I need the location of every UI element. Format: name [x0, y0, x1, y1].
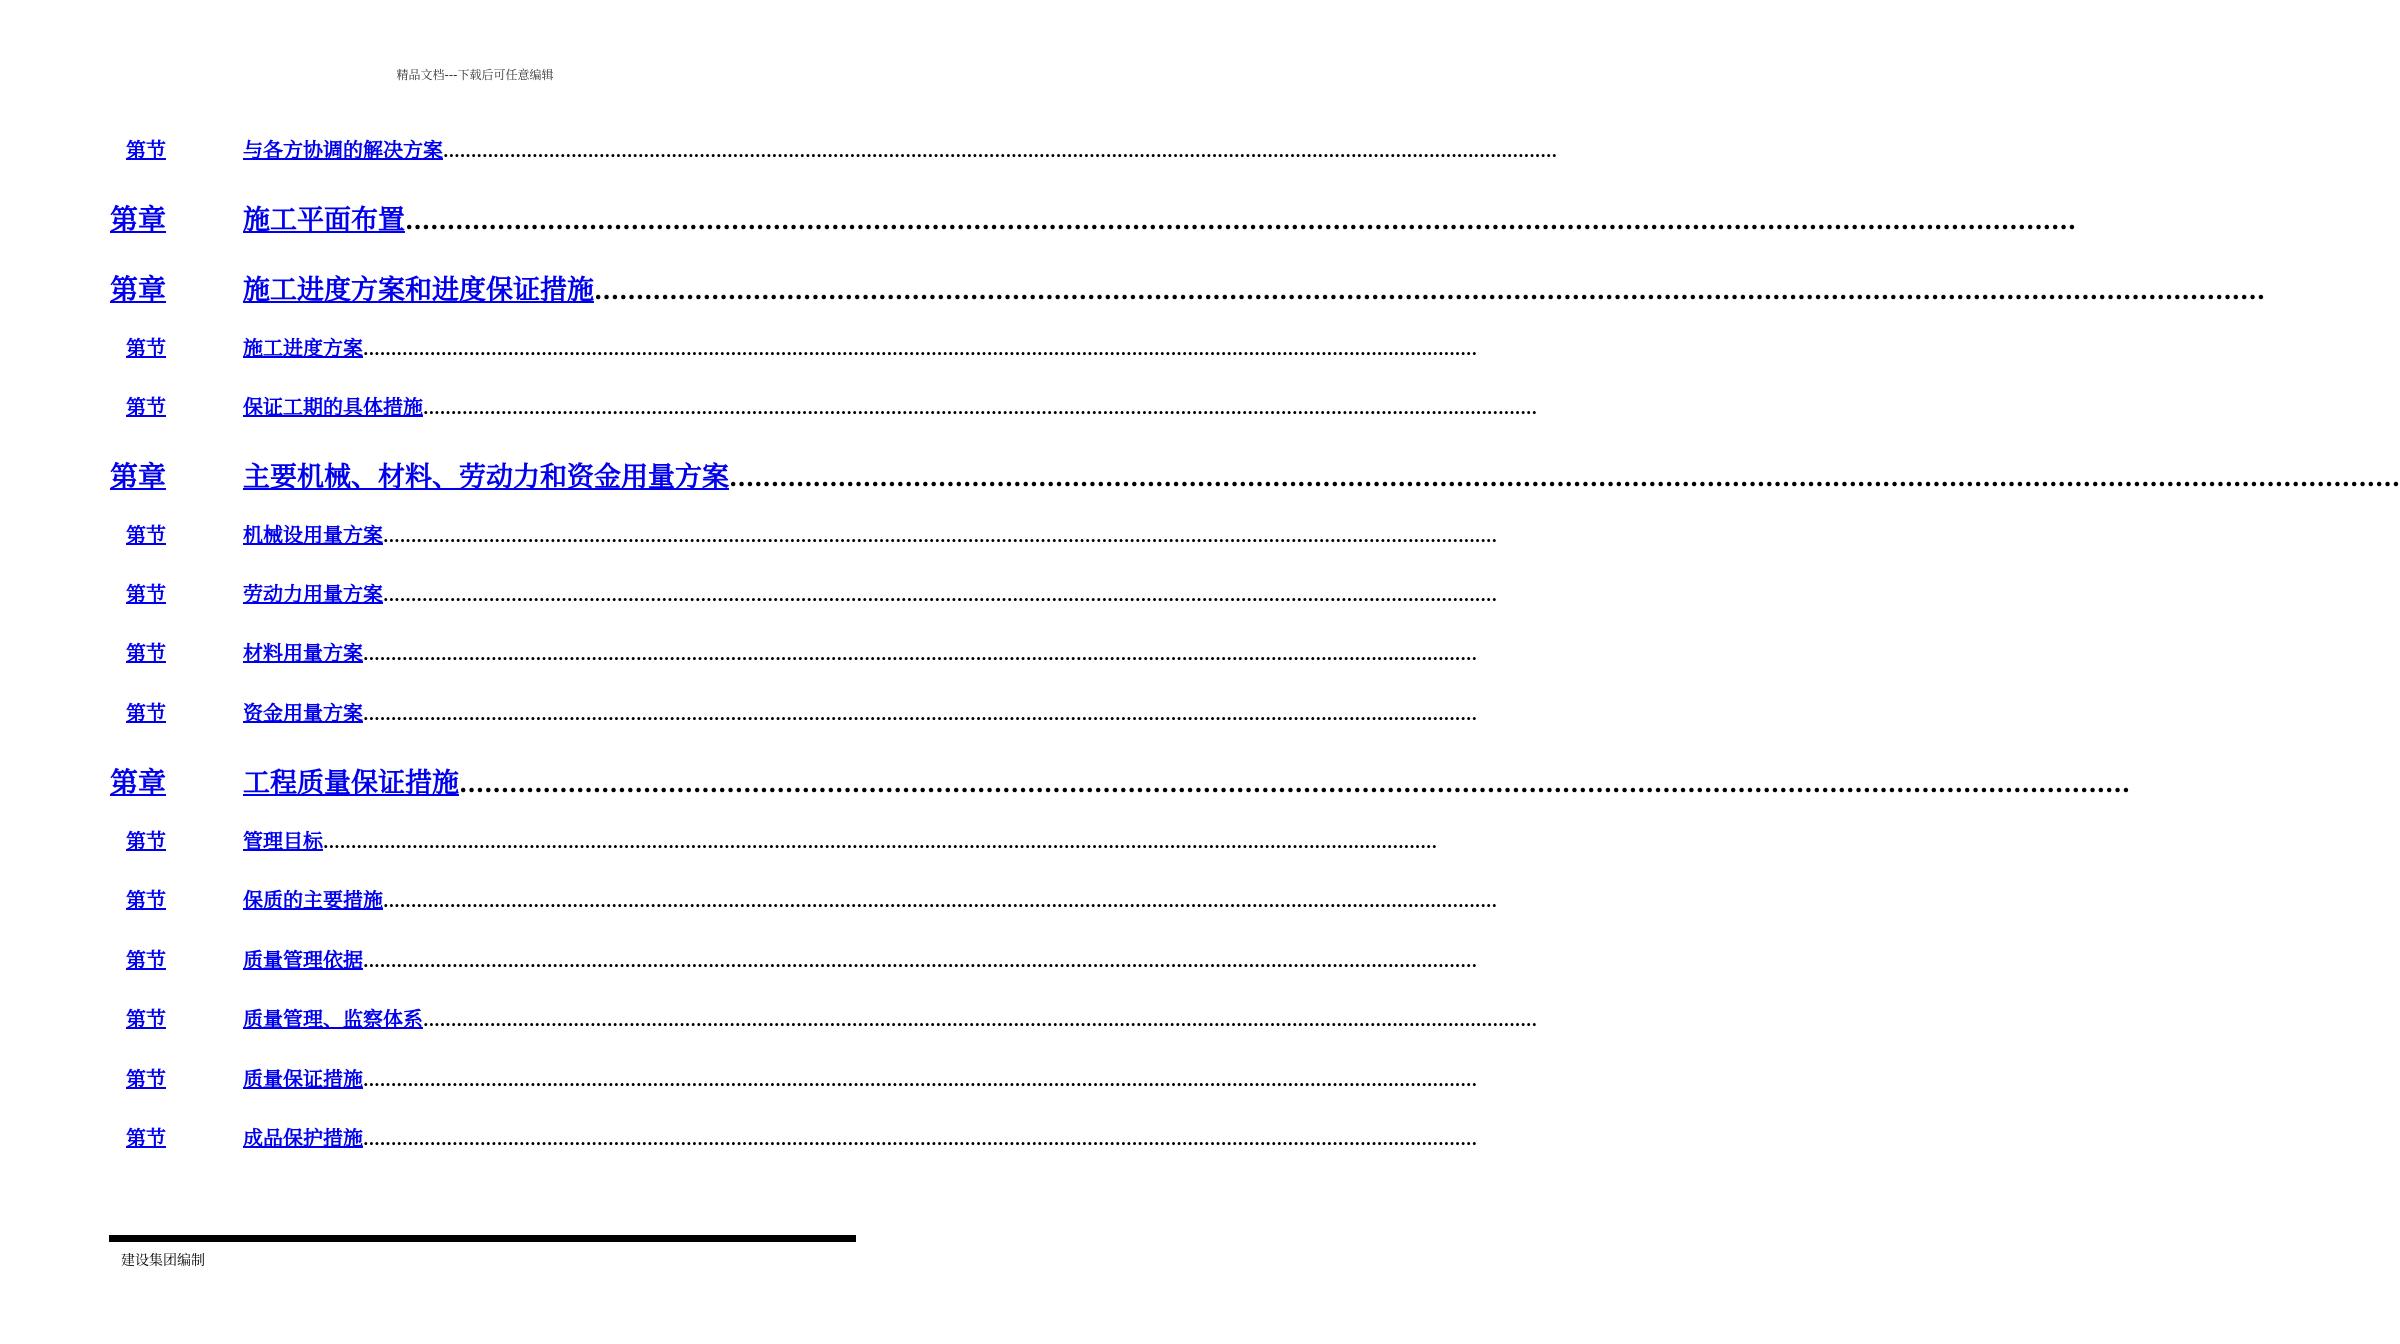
- dot-leader: ........................................................................................................................................................................................................: [594, 276, 2266, 305]
- toc-entry-title[interactable]: 施工平面布置: [243, 205, 405, 236]
- dot-leader: ........................................................................................................................................................................................................: [383, 586, 1498, 605]
- dot-leader: ........................................................................................................................................................................................................: [363, 1130, 1478, 1149]
- dot-leader: ........................................................................................................................................................................................................: [423, 399, 1538, 418]
- dot-leader: ........................................................................................................................................................................................................: [405, 206, 2077, 235]
- toc-entry-number[interactable]: 第节: [126, 829, 166, 853]
- footer-text: 建设集团编制: [121, 1253, 205, 1269]
- toc-entry-title[interactable]: 主要机械、材料、劳动力和资金用量方案: [243, 462, 729, 493]
- toc-entry-title[interactable]: 成品保护措施: [243, 1126, 363, 1150]
- toc-entry-number[interactable]: 第节: [126, 523, 166, 547]
- toc-entry-title[interactable]: 保证工期的具体措施: [243, 395, 423, 419]
- dot-leader: ........................................................................................................................................................................................................: [443, 142, 1558, 161]
- dot-leader: ........................................................................................................................................................................................................: [363, 952, 1478, 971]
- toc-entry-title[interactable]: 保质的主要措施: [243, 888, 383, 912]
- toc-entry-title[interactable]: 劳动力用量方案: [243, 582, 383, 606]
- dot-leader: ........................................................................................................................................................................................................: [423, 1011, 1538, 1030]
- dot-leader: ........................................................................................................................................................................................................: [363, 645, 1478, 664]
- toc-entry-number[interactable]: 第节: [126, 1007, 166, 1031]
- toc-entry-title[interactable]: 施工进度方案: [243, 336, 363, 360]
- toc-entry-number[interactable]: 第章: [110, 273, 167, 306]
- dot-leader: ........................................................................................................................................................................................................: [459, 769, 2131, 798]
- toc-entry-title[interactable]: 质量管理依据: [243, 948, 363, 972]
- page-header: 精品文档---下载后可任意编辑: [396, 68, 554, 82]
- toc-entry-number[interactable]: 第节: [126, 138, 166, 162]
- dot-leader: ........................................................................................................................................................................................................: [729, 463, 2400, 492]
- toc-entry-title[interactable]: 机械设用量方案: [243, 523, 383, 547]
- dot-leader: ........................................................................................................................................................................................................: [383, 892, 1498, 911]
- toc-entry-title[interactable]: 质量管理、监察体系: [243, 1007, 423, 1031]
- toc-entry-number[interactable]: 第节: [126, 701, 166, 725]
- dot-leader: ........................................................................................................................................................................................................: [323, 833, 1438, 852]
- dot-leader: ........................................................................................................................................................................................................: [383, 527, 1498, 546]
- toc-entry-number[interactable]: 第节: [126, 888, 166, 912]
- toc-entry-number[interactable]: 第节: [126, 582, 166, 606]
- dot-leader: ........................................................................................................................................................................................................: [363, 340, 1478, 359]
- dot-leader: ........................................................................................................................................................................................................: [363, 705, 1478, 724]
- toc-entry-title[interactable]: 与各方协调的解决方案: [243, 138, 443, 162]
- toc-entry-title[interactable]: 施工进度方案和进度保证措施: [243, 275, 594, 306]
- footer-rule: [109, 1235, 856, 1242]
- toc-entry-number[interactable]: 第章: [110, 766, 167, 799]
- toc-entry-number[interactable]: 第节: [126, 336, 166, 360]
- toc-entry-number[interactable]: 第节: [126, 1126, 166, 1150]
- toc-entry-number[interactable]: 第章: [110, 203, 167, 236]
- toc-entry-number[interactable]: 第节: [126, 641, 166, 665]
- toc-entry-number[interactable]: 第节: [126, 395, 166, 419]
- toc-entry-title[interactable]: 资金用量方案: [243, 701, 363, 725]
- toc-entry-number[interactable]: 第节: [126, 948, 166, 972]
- toc-entry-title[interactable]: 材料用量方案: [243, 641, 363, 665]
- toc-entry-number[interactable]: 第节: [126, 1067, 166, 1091]
- dot-leader: ........................................................................................................................................................................................................: [363, 1071, 1478, 1090]
- toc-entry-title[interactable]: 质量保证措施: [243, 1067, 363, 1091]
- toc-entry-number[interactable]: 第章: [110, 460, 167, 493]
- toc-entry-title[interactable]: 管理目标: [243, 829, 323, 853]
- toc-entry-title[interactable]: 工程质量保证措施: [243, 768, 459, 799]
